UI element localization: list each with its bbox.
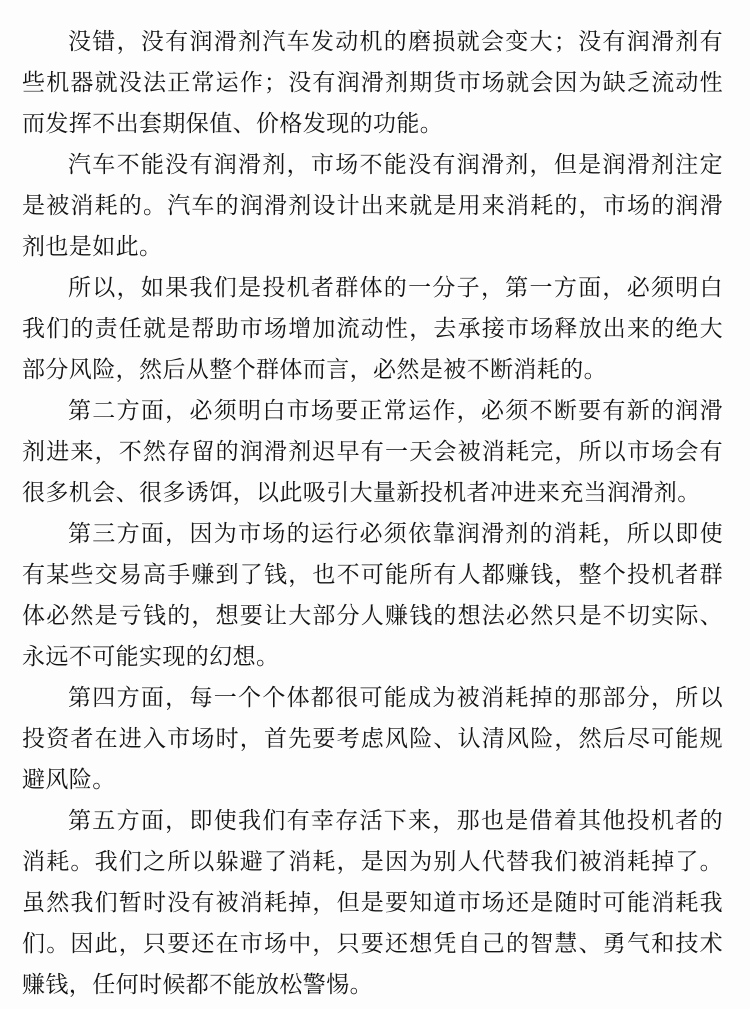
paragraph: 第五方面，即使我们有幸存活下来，那也是借着其他投机者的消耗。我们之所以躲避了消耗，是因为别人代替我们被消耗掉了。虽然我们暂时没有被消耗掉，但是要知道市场还是随时可能消耗我们。因此，只要还在市场中，只要还想凭自己的智慧、勇气和技术赚钱，任何时候都不能放松警惕。 (22, 808, 723, 998)
paragraph: 第二方面，必须明白市场要正常运作，必须不断要有新的润滑剂进来，不然存留的润滑剂迟早有一天会被消耗完，所以市场会有很多机会、很多诱饵，以此吸引大量新投机者冲进来充当润滑剂。 (22, 398, 723, 506)
paragraph: 第三方面，因为市场的运行必须依靠润滑剂的消耗，所以即使有某些交易高手赚到了钱，也不可能所有人都赚钱，整个投机者群体必然是亏钱的，想要让大部分人赚钱的想法必然只是不切实际、永远不可能实现的幻想。 (22, 521, 723, 670)
paragraph: 汽车不能没有润滑剂，市场不能没有润滑剂，但是润滑剂注定是被消耗的。汽车的润滑剂设计出来就是用来消耗的，市场的润滑剂也是如此。 (22, 152, 723, 260)
paragraph: 所以，如果我们是投机者群体的一分子，第一方面，必须明白我们的责任就是帮助市场增加流动性，去承接市场释放出来的绝大部分风险，然后从整个群体而言，必然是被不断消耗的。 (22, 275, 723, 383)
paragraph: 没错，没有润滑剂汽车发动机的磨损就会变大；没有润滑剂有些机器就没法正常运作；没有润滑剂期货市场就会因为缺乏流动性而发挥不出套期保值、价格发现的功能。 (22, 29, 723, 137)
paragraph: 第四方面，每一个个体都很可能成为被消耗掉的那部分，所以投资者在进入市场时，首先要考虑风险、认清风险，然后尽可能规避风险。 (22, 685, 723, 793)
